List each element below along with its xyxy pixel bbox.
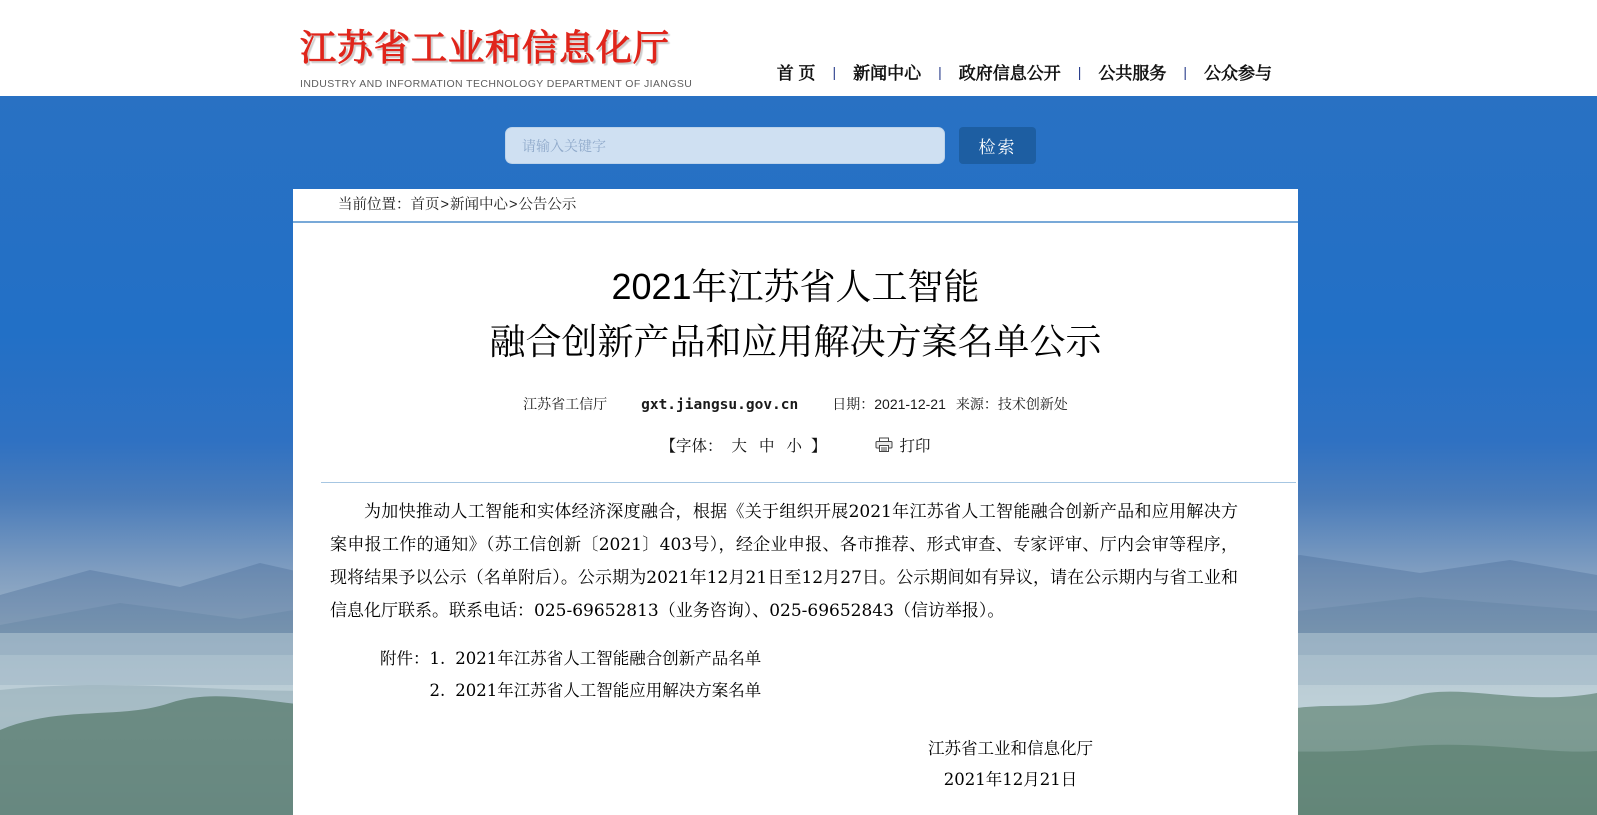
signature-org: 江苏省工业和信息化厅	[928, 739, 1093, 758]
nav-item-public-service[interactable]: 公共服务	[1098, 64, 1167, 83]
title-separator	[321, 482, 1296, 483]
signature-block	[293, 733, 1298, 795]
breadcrumb-label: 当前位置：	[338, 197, 411, 213]
breadcrumb-item-notices[interactable]: 公告公示	[518, 197, 577, 213]
font-size-medium-button[interactable]: 中	[758, 438, 775, 455]
content-panel	[293, 189, 1298, 815]
article-paragraph: 为加快推动人工智能和实体经济深度融合，根据《关于组织开展2021年江苏省人工智能融合创新产品和应用解决方案申报工作的通知》（苏工信创新〔2021〕403号），经企业申报、各市推荐、形式审查、专家评审、厅内会审等程序，现将结果予以公示（名单附后）。公示期为2021年12月21日至12月27日。公示期间如有异议，请在公示期内与省工业和信息化厅联系。联系电话：025-69652813（业务咨询）、025-69652843（信访举报）。	[330, 502, 1238, 621]
font-size-large-button[interactable]: 大	[731, 438, 747, 455]
breadcrumb-item-home[interactable]: 首页	[410, 197, 440, 213]
breadcrumb-item-news[interactable]: 新闻中心	[449, 197, 508, 213]
nav-separator: |	[832, 63, 837, 80]
font-size-small-button[interactable]: 小	[786, 438, 803, 455]
site-header	[0, 0, 1597, 96]
article-meta	[293, 394, 1298, 414]
article-controls	[293, 434, 1298, 456]
nav-item-gov-info[interactable]: 政府信息公开	[958, 64, 1061, 83]
search-input[interactable]	[505, 127, 945, 164]
print-button[interactable]	[875, 434, 931, 456]
site-logo-title: 江苏省工业和信息化厅	[300, 27, 671, 68]
attachment-number: 1.	[429, 649, 446, 668]
meta-site-url: gxt.jiangsu.gov.cn	[641, 397, 799, 413]
article-title-line1: 2021年江苏省人工智能	[611, 266, 980, 307]
search-bar	[505, 127, 1036, 164]
nav-item-news[interactable]: 新闻中心	[853, 64, 922, 83]
attachment-link-2[interactable]	[430, 675, 762, 707]
breadcrumb-separator: >	[508, 197, 518, 213]
breadcrumb	[293, 189, 1298, 223]
attachments-list	[430, 643, 762, 707]
nav-separator: |	[1183, 63, 1187, 80]
attachments	[380, 643, 1298, 707]
article-title-line2: 融合创新产品和应用解决方案名单公示	[489, 321, 1102, 362]
search-button[interactable]: 检索	[959, 127, 1036, 164]
nav-item-home[interactable]: 首 页	[776, 64, 816, 83]
site-logo	[300, 20, 692, 90]
signature-date: 2021年12月21日	[943, 770, 1078, 789]
attachment-text: 2021年江苏省人工智能应用解决方案名单	[455, 681, 762, 700]
meta-source-org: 江苏省工信厅	[523, 396, 608, 412]
meta-source: 来源：技术创新处	[955, 396, 1068, 412]
meta-date: 日期：2021-12-21	[832, 396, 946, 412]
nav-separator: |	[1077, 63, 1082, 80]
printer-icon	[875, 437, 893, 453]
main-nav	[777, 59, 1272, 84]
font-size-prefix: 【字体：	[660, 438, 723, 455]
article-title	[293, 259, 1298, 369]
nav-item-public-participation[interactable]: 公众参与	[1204, 64, 1272, 83]
meta-date-source	[832, 394, 1068, 414]
nav-separator: |	[938, 63, 942, 80]
attachment-number: 2.	[429, 681, 446, 700]
print-label: 打印	[899, 438, 931, 455]
signature-inner	[928, 733, 1093, 795]
attachment-text: 2021年江苏省人工智能融合创新产品名单	[455, 649, 762, 668]
site-logo-subtitle: INDUSTRY AND INFORMATION TECHNOLOGY DEPARTMENT OF JIANGSU	[300, 78, 693, 90]
font-size-suffix: 】	[811, 438, 827, 455]
breadcrumb-separator: >	[440, 197, 449, 213]
attachment-link-1[interactable]	[430, 643, 762, 675]
attachments-label: 附件：	[380, 649, 430, 668]
